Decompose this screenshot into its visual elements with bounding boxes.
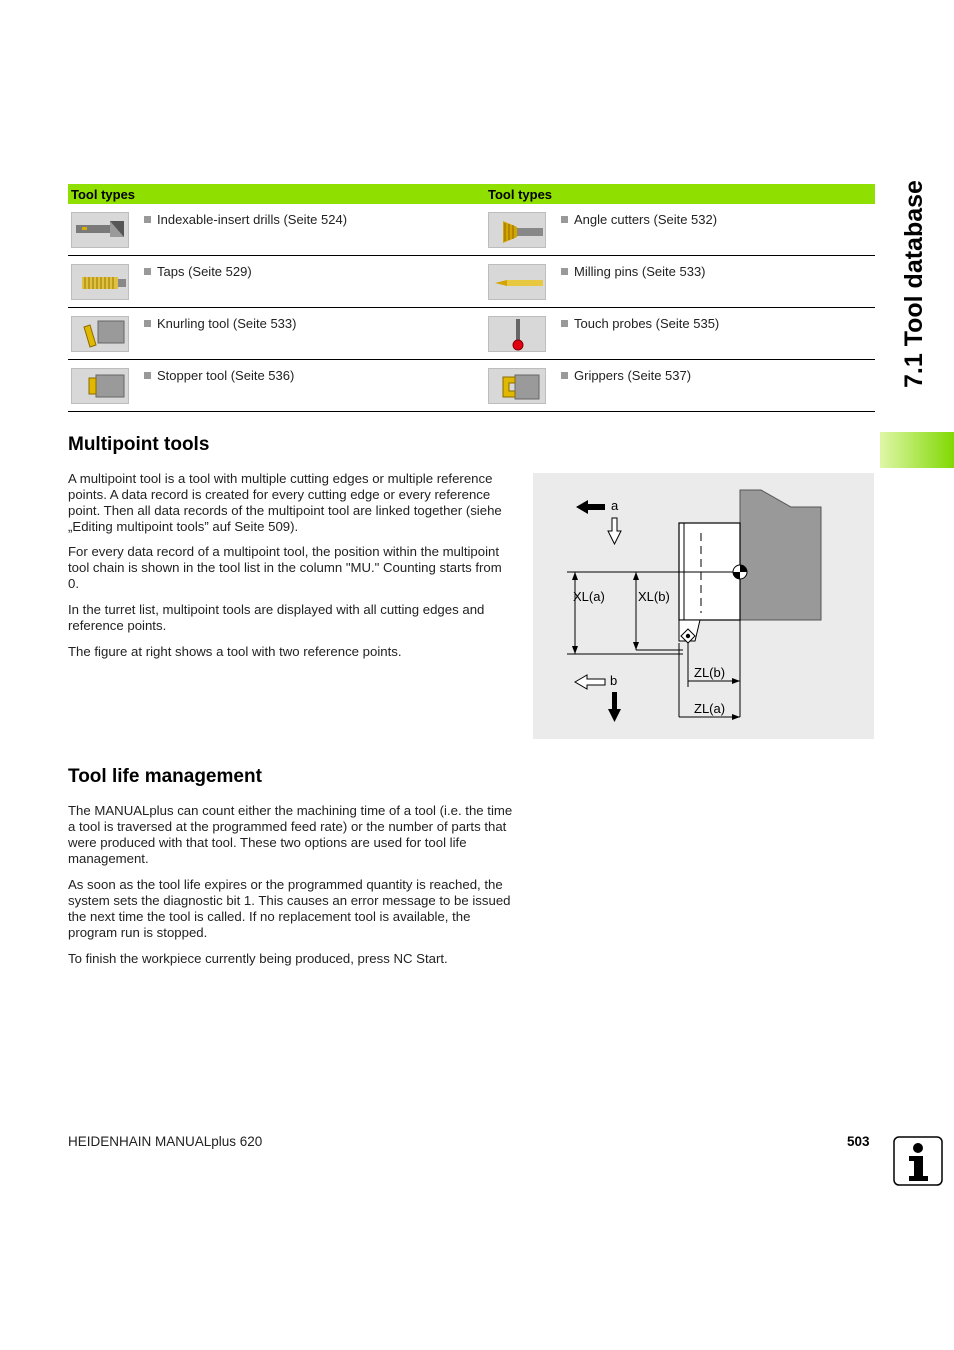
tool-item-link[interactable]: Taps (Seite 529) — [144, 264, 252, 279]
tool-item-link[interactable]: Touch probes (Seite 535) — [561, 316, 719, 331]
table-row — [68, 204, 875, 256]
angle-cutter-icon — [488, 212, 546, 248]
info-icon — [893, 1136, 943, 1186]
dim-label-zl-b: ZL(b) — [694, 665, 726, 680]
tool-item-link[interactable]: Knurling tool (Seite 533) — [144, 316, 296, 331]
chapter-tab-marker — [880, 432, 954, 468]
table-cell — [68, 204, 485, 256]
table-row — [68, 308, 875, 360]
table-cell — [68, 256, 485, 308]
multipoint-tool-figure — [533, 473, 874, 739]
direction-arrows-b — [575, 673, 621, 722]
arrow-label-a: a — [611, 498, 619, 513]
section-heading-multipoint: Multipoint tools — [68, 434, 210, 455]
touch-probe-icon — [488, 316, 546, 352]
tool-item-link[interactable]: Stopper tool (Seite 536) — [144, 368, 294, 383]
table-cell — [485, 360, 875, 412]
table-row — [68, 256, 875, 308]
tool-item-link[interactable]: Angle cutters (Seite 532) — [561, 212, 717, 227]
tap-icon — [71, 264, 129, 300]
paragraph: To finish the workpiece currently being produced, press NC Start. — [68, 951, 448, 966]
table-cell — [68, 308, 485, 360]
dim-label-zl-a: ZL(a) — [694, 701, 726, 716]
paragraph: In the turret list, multipoint tools are displayed with all cutting edges and reference points. — [68, 602, 485, 633]
section-heading-tool-life: Tool life management — [68, 766, 262, 787]
paragraph: As soon as the tool life expires or the programmed quantity is reached, the system sets the diagnostic bit 1. This causes an error message to be issued the next time the tool is called. If no replacement tool is available, the program run is stopped. — [68, 877, 511, 940]
table-cell — [485, 204, 875, 256]
direction-arrows-a — [576, 498, 621, 544]
tool-item-link[interactable]: Milling pins (Seite 533) — [561, 264, 706, 279]
indexable-insert-drill-icon — [71, 212, 129, 248]
paragraph: A multipoint tool is a tool with multiple cutting edges or multiple reference points. A data record is created for every cutting edge or every reference point. Then all data records of the multipoint tool are linked together (siehe „Editing multipoint tools” auf Seite 509). — [68, 471, 502, 534]
arrow-label-b: b — [610, 673, 618, 688]
gripper-icon — [488, 368, 546, 404]
paragraph: For every data record of a multipoint tool, the position within the multipoint tool chain is shown in the tool list in the column "MU." Counting starts from 0. — [68, 544, 502, 591]
stopper-tool-icon — [71, 368, 129, 404]
chapter-title: 7.1 Tool database — [900, 180, 928, 388]
tool-item-link[interactable]: Indexable-insert drills (Seite 524) — [144, 212, 347, 227]
paragraph: The figure at right shows a tool with two reference points. — [68, 644, 402, 659]
table-header-row — [68, 184, 875, 204]
paragraph: The MANUALplus can count either the machining time of a tool (i.e. the time a tool is traversed at the programmed feed rate) or the number of parts that were produced with that tool. These two options are used for tool life management. — [68, 803, 513, 866]
table-header-left: Tool types — [68, 184, 485, 204]
tool-types-table — [68, 184, 875, 412]
dim-label-xl-b: XL(b) — [638, 589, 670, 604]
page-number: 503 — [847, 1134, 870, 1149]
milling-pin-icon — [488, 264, 546, 300]
table-cell — [68, 360, 485, 412]
table-header-right: Tool types — [485, 184, 875, 204]
tool-item-link[interactable]: Grippers (Seite 537) — [561, 368, 691, 383]
table-row — [68, 360, 875, 412]
knurling-tool-icon — [71, 316, 129, 352]
dim-label-xl-a: XL(a) — [573, 589, 605, 604]
chapter-side-tab — [880, 180, 940, 390]
table-cell — [485, 308, 875, 360]
table-cell — [485, 256, 875, 308]
footer-product-name: HEIDENHAIN MANUALplus 620 — [68, 1134, 263, 1149]
